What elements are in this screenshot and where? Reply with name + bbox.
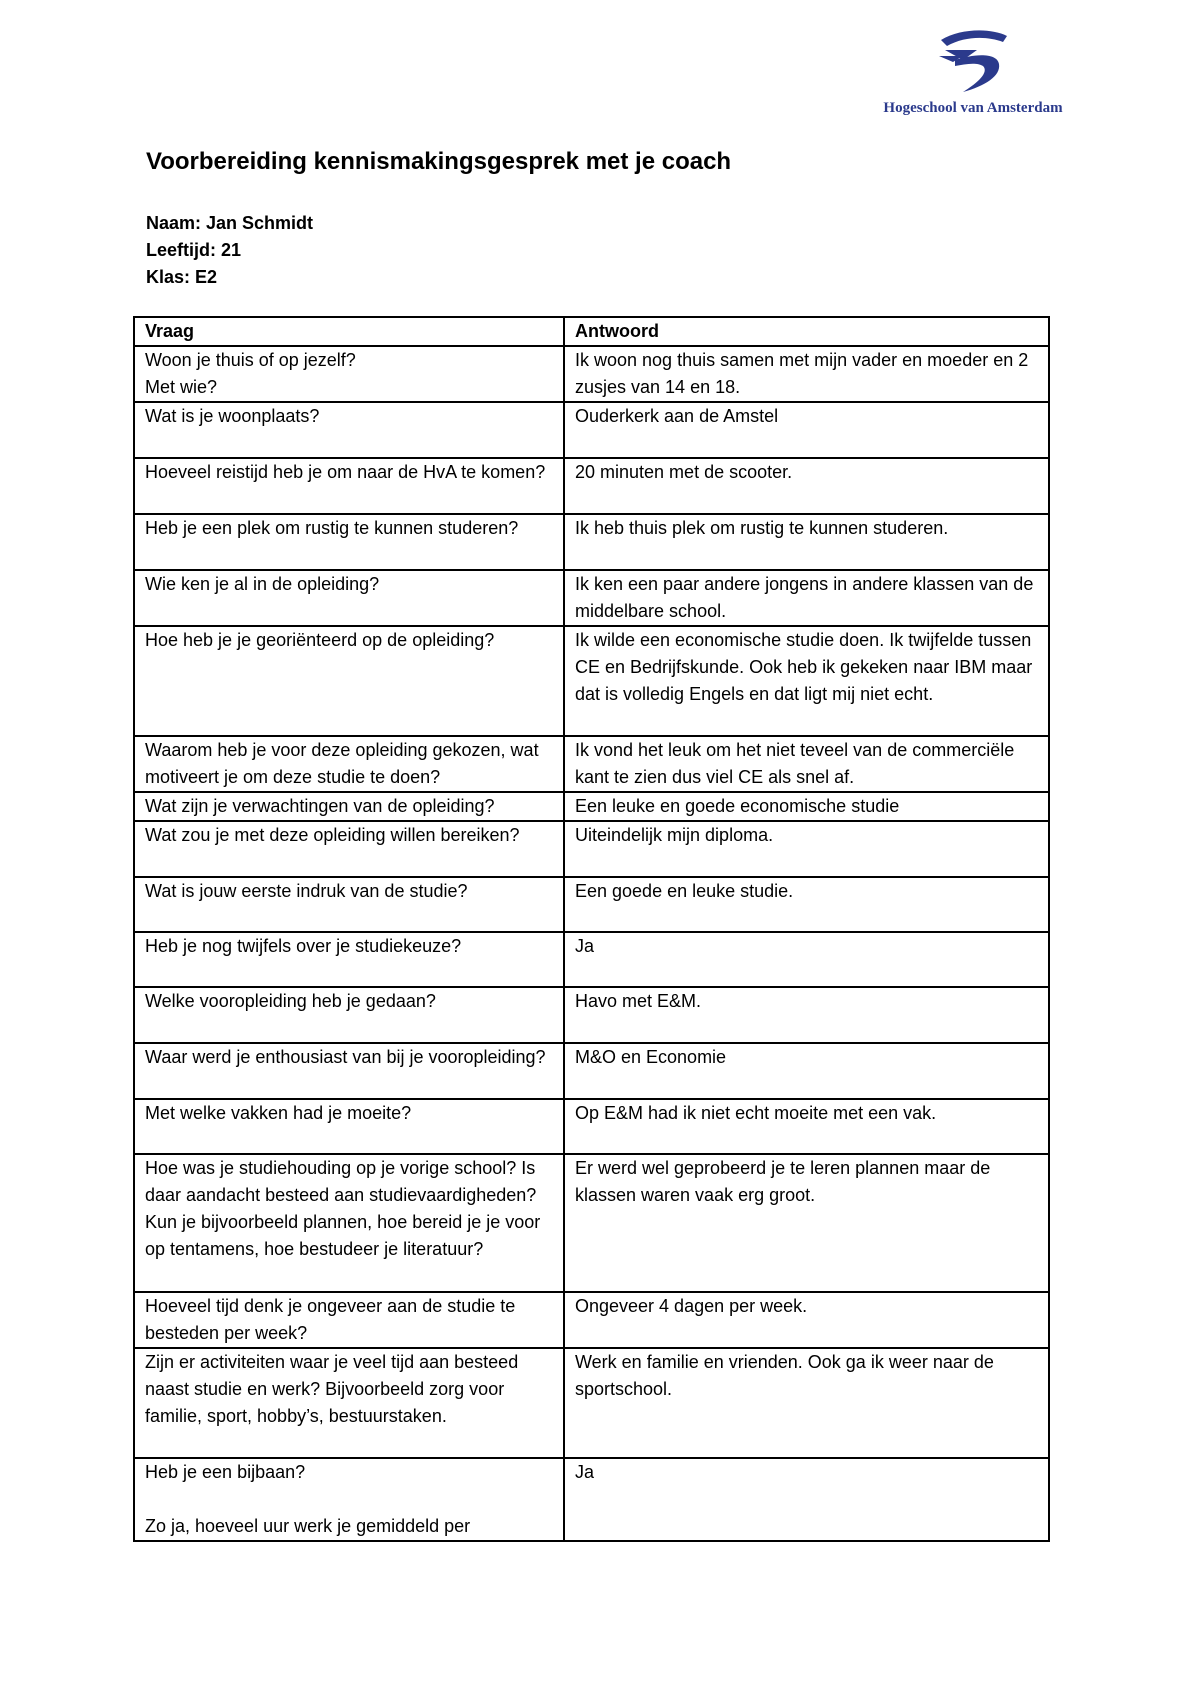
table-row <box>134 1292 1049 1348</box>
question-cell: Wat is je woonplaats? <box>134 402 564 458</box>
answer-cell: Ik woon nog thuis samen met mijn vader en moeder en 2 zusjes van 14 en 18. <box>564 346 1049 402</box>
question-cell: Hoe was je studiehouding op je vorige school? Is daar aandacht besteed aan studievaardigheden? Kun je bijvoorbeeld plannen, hoe bereid je je voor op tentamens, hoe bestudeer je literatuur? <box>134 1154 564 1292</box>
question-cell: Hoeveel tijd denk je ongeveer aan de studie te besteden per week? <box>134 1292 564 1348</box>
table-row <box>134 346 1049 402</box>
question-cell: Welke vooropleiding heb je gedaan? <box>134 987 564 1043</box>
student-naam: Naam: Jan Schmidt <box>146 213 314 233</box>
page-title: Voorbereiding kennismakingsgesprek met je coach <box>146 148 732 175</box>
table-row <box>134 458 1049 514</box>
table-row <box>134 877 1049 932</box>
table-header-row <box>134 317 1049 346</box>
hva-logo-mark-icon <box>933 26 1013 98</box>
table-row <box>134 1043 1049 1099</box>
answer-cell: Ik ken een paar andere jongens in andere klassen van de middelbare school. <box>564 570 1049 626</box>
student-info <box>146 210 313 291</box>
question-cell: Hoeveel reistijd heb je om naar de HvA te komen? <box>134 458 564 514</box>
student-leeftijd: Leeftijd: 21 <box>146 240 242 260</box>
answer-cell: Een goede en leuke studie. <box>564 877 1049 932</box>
hva-logo <box>878 26 1068 122</box>
table-row <box>134 1458 1049 1541</box>
table-row <box>134 514 1049 570</box>
question-cell: Heb je een plek om rustig te kunnen studeren? <box>134 514 564 570</box>
question-cell: Wat is jouw eerste indruk van de studie? <box>134 877 564 932</box>
answer-cell: Ouderkerk aan de Amstel <box>564 402 1049 458</box>
table-row <box>134 987 1049 1043</box>
question-cell: Met welke vakken had je moeite? <box>134 1099 564 1154</box>
table-row <box>134 1099 1049 1154</box>
answer-cell: Werk en familie en vrienden. Ook ga ik weer naar de sportschool. <box>564 1348 1049 1458</box>
answer-cell: M&O en Economie <box>564 1043 1049 1099</box>
answer-cell: Ik vond het leuk om het niet teveel van de commerciële kant te zien dus viel CE als snel af. <box>564 736 1049 792</box>
student-klas: Klas: E2 <box>146 267 218 287</box>
table-row <box>134 626 1049 736</box>
answer-cell: Er werd wel geprobeerd je te leren plannen maar de klassen waren vaak erg groot. <box>564 1154 1049 1292</box>
answer-cell: Een leuke en goede economische studie <box>564 792 1049 821</box>
question-cell: Heb je een bijbaan? Zo ja, hoeveel uur werk je gemiddeld per <box>134 1458 564 1541</box>
answer-cell: Op E&M had ik niet echt moeite met een vak. <box>564 1099 1049 1154</box>
question-cell: Wat zou je met deze opleiding willen bereiken? <box>134 821 564 877</box>
table-row <box>134 932 1049 987</box>
table-row <box>134 792 1049 821</box>
question-cell: Waar werd je enthousiast van bij je vooropleiding? <box>134 1043 564 1099</box>
table-row <box>134 736 1049 792</box>
table-row <box>134 821 1049 877</box>
question-cell: Heb je nog twijfels over je studiekeuze? <box>134 932 564 987</box>
table-row <box>134 1154 1049 1292</box>
question-cell: Woon je thuis of op jezelf? Met wie? <box>134 346 564 402</box>
question-cell: Wat zijn je verwachtingen van de opleiding? <box>134 792 564 821</box>
question-cell: Hoe heb je je georiënteerd op de opleiding? <box>134 626 564 736</box>
question-answer-table <box>133 316 1050 1542</box>
answer-cell: Ja <box>564 932 1049 987</box>
answer-cell: Ja <box>564 1458 1049 1541</box>
answer-cell: Havo met E&M. <box>564 987 1049 1043</box>
table-row <box>134 570 1049 626</box>
answer-cell: Ik wilde een economische studie doen. Ik twijfelde tussen CE en Bedrijfskunde. Ook heb ik gekeken naar IBM maar dat is volledig Engels en dat ligt mij niet echt. <box>564 626 1049 736</box>
table-row <box>134 402 1049 458</box>
answer-cell: Ik heb thuis plek om rustig te kunnen studeren. <box>564 514 1049 570</box>
answer-cell: 20 minuten met de scooter. <box>564 458 1049 514</box>
header-vraag: Vraag <box>134 317 564 346</box>
logo-text: Hogeschool van Amsterdam <box>883 100 1063 116</box>
question-cell: Wie ken je al in de opleiding? <box>134 570 564 626</box>
question-cell: Waarom heb je voor deze opleiding gekozen, wat motiveert je om deze studie te doen? <box>134 736 564 792</box>
question-cell: Zijn er activiteiten waar je veel tijd aan besteed naast studie en werk? Bijvoorbeeld zorg voor familie, sport, hobby’s, bestuurstaken. <box>134 1348 564 1458</box>
answer-cell: Uiteindelijk mijn diploma. <box>564 821 1049 877</box>
answer-cell: Ongeveer 4 dagen per week. <box>564 1292 1049 1348</box>
table-row <box>134 1348 1049 1458</box>
header-antwoord: Antwoord <box>564 317 1049 346</box>
